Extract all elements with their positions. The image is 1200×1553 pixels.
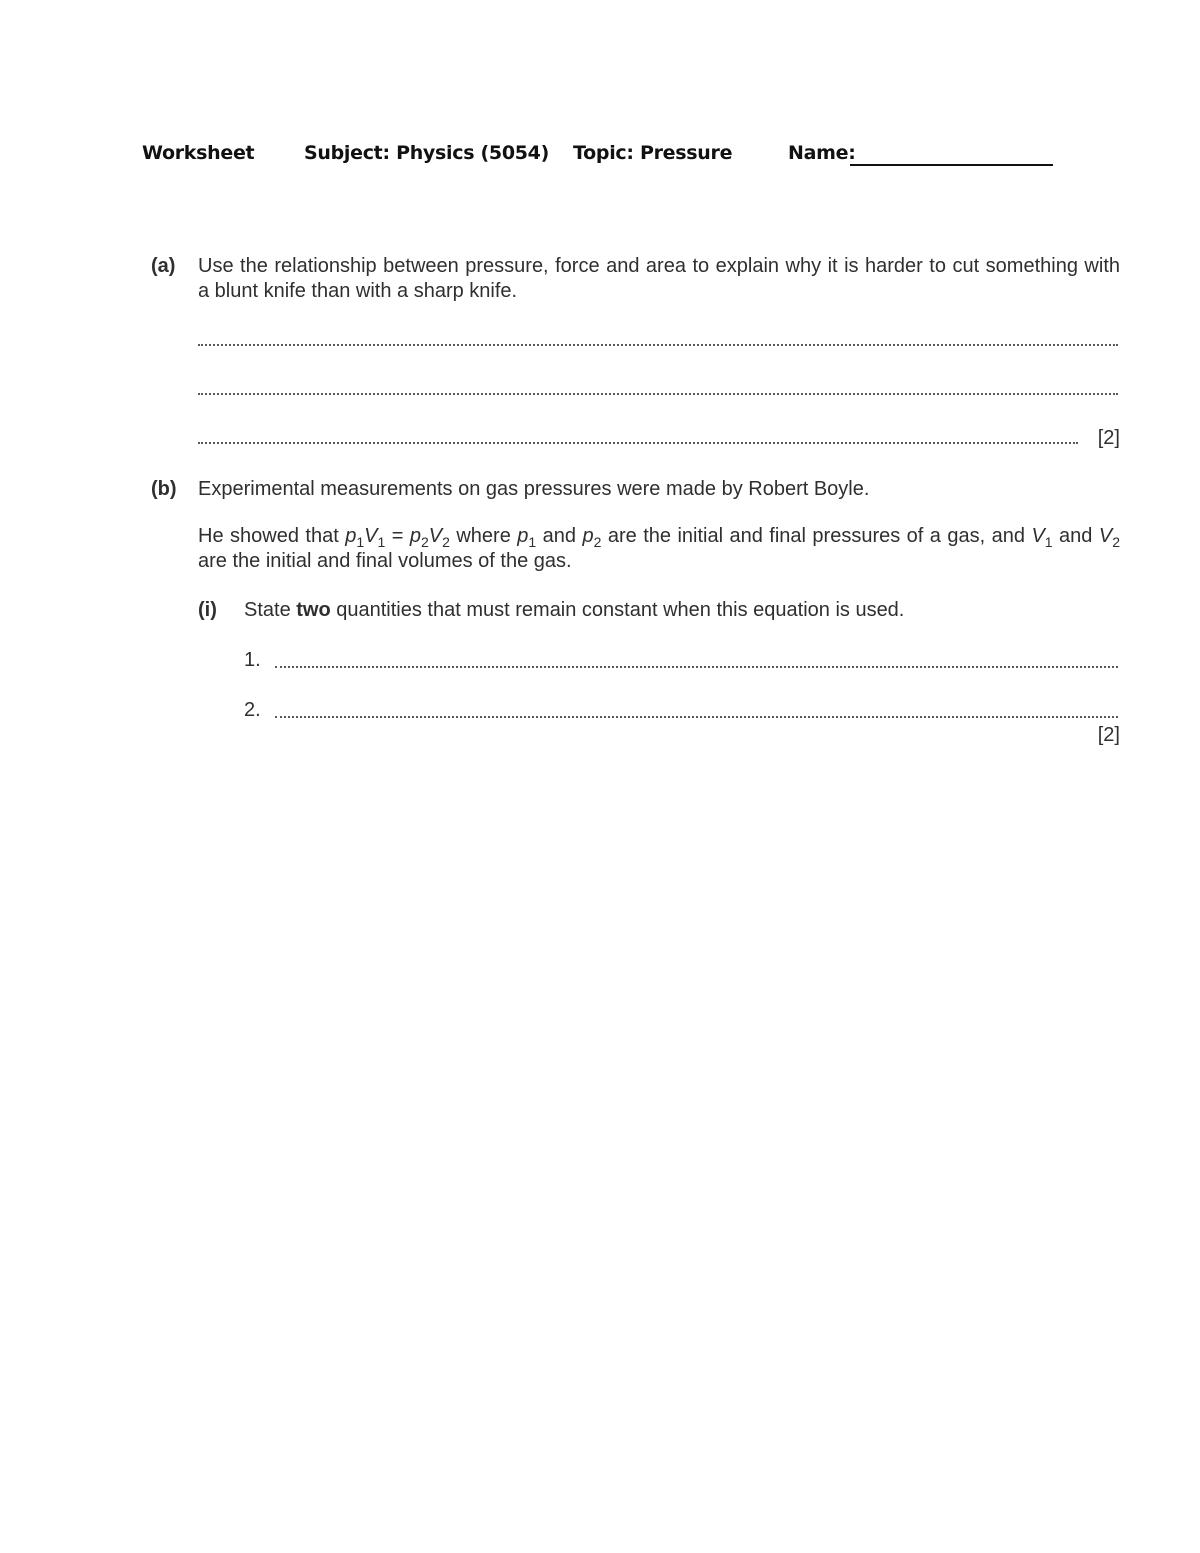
name-label: Name: <box>788 142 856 164</box>
boyle-equation-text <box>198 524 1120 574</box>
eq-and: and <box>536 525 583 547</box>
answer-item-1-number: 1. <box>244 649 261 671</box>
sub-i-bold-word: two <box>296 599 331 621</box>
sub-part-i-question <box>244 598 1120 623</box>
topic-label: Topic: Pressure <box>573 142 733 164</box>
eq-v: V <box>428 525 443 547</box>
eq-p: p <box>345 525 357 547</box>
eq-sub: 2 <box>420 534 429 550</box>
part-a-label: (a) <box>151 255 176 277</box>
sub-i-text-after: quantities that must remain constant when this equation is used. <box>330 599 905 621</box>
eq-sub: 2 <box>1112 534 1120 550</box>
eq-sub: 1 <box>1044 534 1053 550</box>
part-a-answer-line-1[interactable] <box>198 344 1118 346</box>
eq-v: V <box>1098 525 1113 547</box>
eq-sub: 1 <box>356 534 365 550</box>
answer-item-2-number: 2. <box>244 699 261 721</box>
eq-p: p <box>409 525 421 547</box>
answer-item-2-line[interactable] <box>275 716 1118 718</box>
part-b-intro: Experimental measurements on gas pressures were made by Robert Boyle. <box>198 478 870 500</box>
worksheet-title: Worksheet <box>142 142 255 164</box>
name-blank-line[interactable] <box>850 164 1053 166</box>
part-a-question: Use the relationship between pressure, force and area to explain why it is harder to cut something with a blunt knife than with a sharp knife. <box>198 255 1120 302</box>
sub-part-i-marks: [2] <box>1097 724 1120 746</box>
eq-equals: = <box>385 525 410 547</box>
eq-lead: He showed that <box>198 525 346 547</box>
worksheet-header <box>142 142 1072 172</box>
eq-sub: 1 <box>528 534 537 550</box>
sub-part-i-label: (i) <box>198 599 217 621</box>
eq-v: V <box>364 525 378 547</box>
subject-label: Subject: Physics (5054) <box>304 142 549 164</box>
eq-v: V <box>1031 525 1045 547</box>
eq-rest-2: are the initial and final volumes of the gas. <box>198 550 572 572</box>
part-a-answer-line-2[interactable] <box>198 393 1118 395</box>
part-a-marks: [2] <box>1097 427 1120 449</box>
eq-sub: 1 <box>377 534 386 550</box>
part-b-label: (b) <box>151 478 177 500</box>
eq-and: and <box>1052 525 1099 547</box>
eq-sub: 2 <box>442 534 450 550</box>
answer-item-1-line[interactable] <box>275 666 1118 668</box>
sub-i-text-before: State <box>244 599 297 621</box>
part-a-answer-line-3[interactable] <box>198 442 1078 444</box>
eq-rest-1: are the initial and final pressures of a gas, and <box>601 525 1025 547</box>
eq-p: p <box>517 525 529 547</box>
eq-sub: 2 <box>593 534 602 550</box>
eq-where: where <box>449 525 518 547</box>
eq-p: p <box>582 525 594 547</box>
